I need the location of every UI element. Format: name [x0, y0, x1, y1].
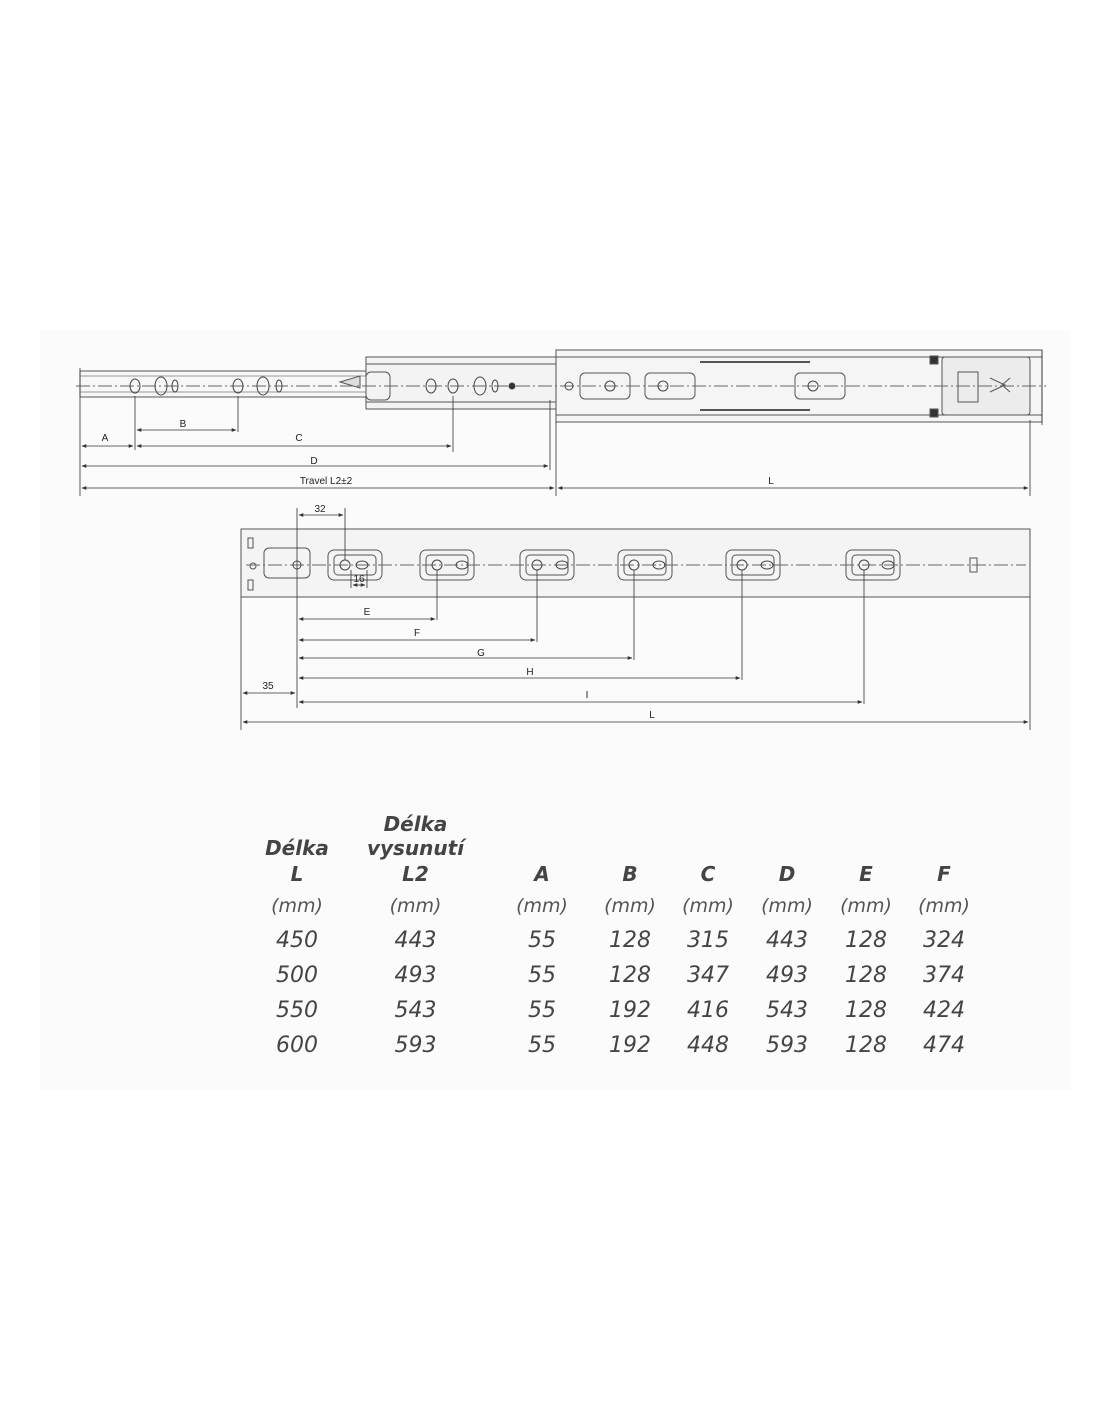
dim-b-label: B: [179, 419, 187, 430]
header-blank: [591, 812, 669, 860]
table-cell: 416: [687, 998, 729, 1023]
dim-f-label: F: [413, 628, 421, 639]
unit-cell: (mm): [682, 894, 734, 917]
table-cell: 128: [609, 963, 651, 988]
cabinet-member: [241, 529, 1030, 597]
unit-cell: (mm): [389, 894, 442, 917]
table-cell: 192: [609, 1033, 651, 1058]
table-cell: 543: [394, 998, 437, 1023]
table-cell: 493: [766, 963, 808, 988]
table-cell: 543: [766, 998, 808, 1023]
dim-35-label: 35: [262, 681, 274, 692]
table-cell: 493: [394, 963, 437, 988]
dim-d-label: D: [310, 456, 318, 467]
table-cell: 128: [845, 963, 887, 988]
header-a: A: [534, 862, 550, 886]
unit-cell: (mm): [271, 894, 323, 917]
table-cell: 593: [766, 1033, 808, 1058]
header-blank: [827, 812, 905, 860]
unit-cell: (mm): [516, 894, 568, 917]
table-header-row-2: [256, 860, 983, 888]
table-cell: 128: [845, 1033, 887, 1058]
table-row: [256, 923, 983, 958]
table-cell: 128: [845, 998, 887, 1023]
dim-l-bottom-label: L: [649, 710, 655, 721]
header-d: D: [778, 862, 796, 886]
table-cell: 450: [276, 928, 318, 953]
dim-c-label: C: [295, 433, 303, 444]
table-cell: 443: [394, 928, 437, 953]
header-blank: [747, 812, 827, 860]
table-cell: 55: [528, 998, 556, 1023]
table-cell: 347: [687, 963, 729, 988]
header-extension-length: Délka vysunutí: [366, 812, 465, 860]
table-cell: 315: [687, 928, 729, 953]
table-row: [256, 1028, 983, 1063]
header-e: E: [859, 862, 873, 886]
header-length: Délka: [265, 836, 329, 860]
table-row: [256, 993, 983, 1028]
header-f: F: [937, 862, 951, 886]
header-c: C: [700, 862, 716, 886]
cabinet-member-drawing: [241, 529, 1030, 597]
intermediate-member: [366, 357, 556, 409]
dim-h-label: H: [526, 667, 534, 678]
table-cell: 55: [528, 963, 556, 988]
table-cell: 192: [609, 998, 651, 1023]
table-cell: 448: [687, 1033, 729, 1058]
header-l2: L2: [402, 862, 429, 886]
table-cell: 550: [276, 998, 318, 1023]
dimension-table: [256, 812, 983, 1063]
table-cell: 55: [528, 1033, 556, 1058]
table-cell: 443: [766, 928, 808, 953]
header-l: L: [290, 862, 304, 886]
dim-16-label: 16: [353, 574, 365, 585]
unit-cell: (mm): [918, 894, 970, 917]
header-blank: [905, 812, 983, 860]
header-b: B: [622, 862, 638, 886]
unit-cell: (mm): [840, 894, 892, 917]
dim-a-label: A: [101, 433, 109, 444]
table-cell: 55: [528, 928, 556, 953]
dim-e-label: E: [363, 607, 371, 618]
table-cell: 474: [923, 1033, 965, 1058]
table-cell: 374: [923, 963, 965, 988]
table-cell: 128: [845, 928, 887, 953]
dim-l-top-label: L: [768, 476, 774, 487]
table-cell: 324: [923, 928, 965, 953]
header-blank: [493, 812, 591, 860]
table-units-row: [256, 888, 983, 923]
table-cell: 500: [276, 963, 318, 988]
travel-label: Travel L2±2: [299, 476, 353, 487]
dim-i-label: I: [585, 690, 589, 701]
table-header-row-1: [256, 812, 983, 860]
table-row: [256, 958, 983, 993]
table-cell: 600: [276, 1033, 318, 1058]
unit-cell: (mm): [604, 894, 656, 917]
dim-g-label: G: [477, 648, 485, 659]
table-cell: 593: [394, 1033, 437, 1058]
header-blank: [669, 812, 747, 860]
table-cell: 128: [609, 928, 651, 953]
unit-cell: (mm): [761, 894, 813, 917]
table-cell: 424: [923, 998, 965, 1023]
dim-32-label: 32: [314, 504, 326, 515]
